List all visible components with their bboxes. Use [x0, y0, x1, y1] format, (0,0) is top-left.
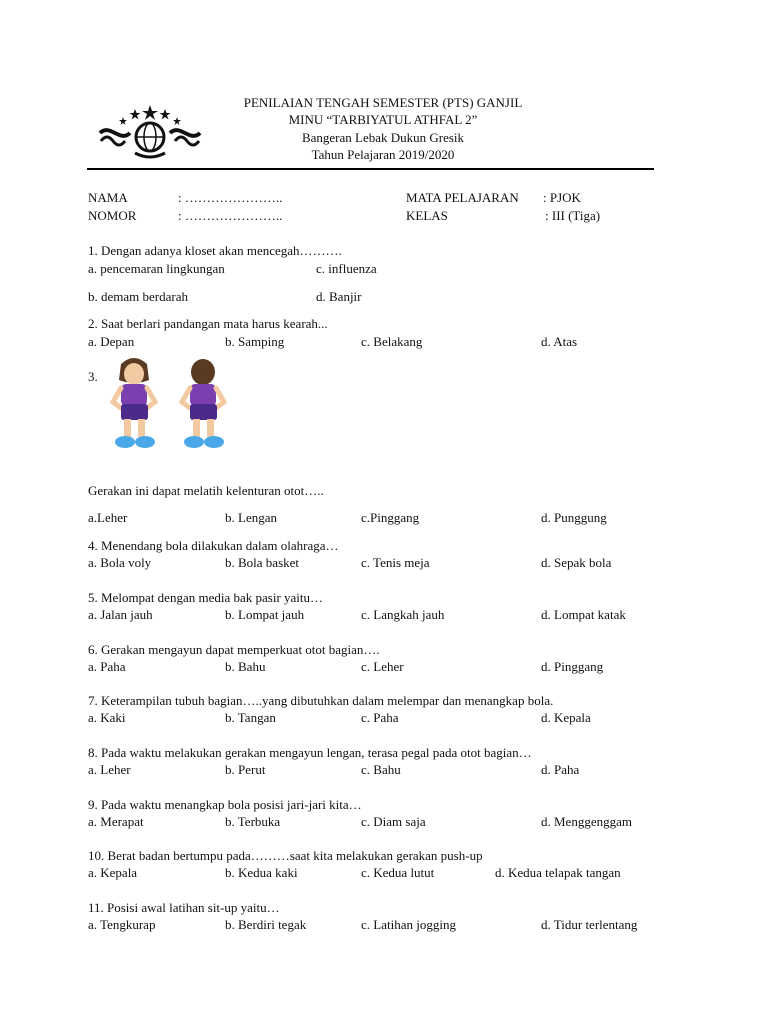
option-5a[interactable]: a. Jalan jauh	[88, 607, 153, 622]
option-6c[interactable]: c. Leher	[361, 659, 404, 674]
question-8: 8. Pada waktu melakukan gerakan mengayun lengan, terasa pegal pada otot bagian…	[88, 745, 532, 760]
option-10c[interactable]: c. Kedua lutut	[361, 865, 435, 880]
question-9: 9. Pada waktu menangkap bola posisi jari-jari kita…	[88, 797, 362, 812]
logo-star	[130, 109, 141, 120]
option-2b[interactable]: b. Samping	[225, 334, 285, 349]
option-6a[interactable]: a. Paha	[88, 659, 126, 674]
option-10a[interactable]: a. Kepala	[88, 865, 138, 880]
question-7: 7. Keterampilan tubuh bagian…..yang dibutuhkan dalam melempar dan menangkap bola.	[88, 693, 554, 708]
school-logo-image	[95, 103, 205, 163]
logo-star	[142, 105, 158, 120]
kelas-label: KELAS	[406, 208, 448, 223]
option-3b[interactable]: b. Lengan	[225, 510, 277, 525]
option-9b[interactable]: b. Terbuka	[225, 814, 281, 829]
question-10: 10. Berat badan bertumpu pada………saat kita melakukan gerakan push-up	[88, 848, 483, 863]
nomor-label: NOMOR	[88, 208, 137, 223]
option-10d[interactable]: d. Kedua telapak tangan	[495, 865, 621, 880]
option-1a[interactable]: a. pencemaran lingkungan	[88, 261, 225, 276]
question-1: 1. Dengan adanya kloset akan mencegah……….	[88, 243, 342, 258]
nama-label: NAMA	[88, 190, 128, 205]
exam-title: PENILAIAN TENGAH SEMESTER (PTS) GANJIL	[243, 95, 523, 110]
option-11a[interactable]: a. Tengkurap	[88, 917, 156, 932]
option-1c[interactable]: c. influenza	[316, 261, 377, 276]
option-8a[interactable]: a. Leher	[88, 762, 131, 777]
header-divider	[87, 168, 654, 170]
logo-star	[173, 117, 181, 125]
option-3a[interactable]: a.Leher	[88, 510, 128, 525]
option-6d[interactable]: d. Pinggang	[541, 659, 604, 674]
option-2d[interactable]: d. Atas	[541, 334, 578, 349]
option-7a[interactable]: a. Kaki	[88, 710, 126, 725]
question-4: 4. Menendang bola dilakukan dalam olahraga…	[88, 538, 339, 553]
option-5d[interactable]: d. Lompat katak	[541, 607, 626, 622]
option-11c[interactable]: c. Latihan jogging	[361, 917, 456, 932]
school-year: Tahun Pelajaran 2019/2020	[311, 147, 455, 162]
option-5b[interactable]: b. Lompat jauh	[225, 607, 305, 622]
option-2c[interactable]: c. Belakang	[361, 334, 423, 349]
option-6b[interactable]: b. Bahu	[225, 659, 266, 674]
question-3: 3.	[88, 369, 98, 384]
option-3c[interactable]: c.Pinggang	[361, 510, 420, 525]
logo-rope	[100, 130, 200, 136]
option-4d[interactable]: d. Sepak bola	[541, 555, 612, 570]
kelas-value: : III (Tiga)	[545, 208, 601, 223]
option-4a[interactable]: a. Bola voly	[88, 555, 152, 570]
option-7d[interactable]: d. Kepala	[541, 710, 591, 725]
question-11: 11. Posisi awal latihan sit-up yaitu…	[88, 900, 280, 915]
option-8d[interactable]: d. Paha	[541, 762, 580, 777]
school-address: Bangeran Lebak Dukun Gresik	[301, 130, 465, 145]
option-7c[interactable]: c. Paha	[361, 710, 399, 725]
logo-star	[119, 117, 127, 125]
child-stretch-front-illustration	[103, 354, 165, 452]
mapel-label: MATA PELAJARAN	[406, 190, 519, 205]
option-7b[interactable]: b. Tangan	[225, 710, 276, 725]
question-3-caption: Gerakan ini dapat melatih kelenturan otot…..	[88, 483, 324, 498]
option-9a[interactable]: a. Merapat	[88, 814, 144, 829]
option-1d[interactable]: d. Banjir	[316, 289, 362, 304]
nomor-field[interactable]: : …………………..	[178, 208, 283, 223]
option-1b[interactable]: b. demam berdarah	[88, 289, 188, 304]
option-9c[interactable]: c. Diam saja	[361, 814, 426, 829]
nama-field[interactable]: : …………………..	[178, 190, 283, 205]
question-2: 2. Saat berlari pandangan mata harus kearah...	[88, 316, 328, 331]
mapel-value: : PJOK	[543, 190, 581, 205]
question-6: 6. Gerakan mengayun dapat memperkuat otot bagian….	[88, 642, 380, 657]
option-11b[interactable]: b. Berdiri tegak	[225, 917, 307, 932]
option-10b[interactable]: b. Kedua kaki	[225, 865, 298, 880]
logo-star	[160, 109, 171, 120]
option-2a[interactable]: a. Depan	[88, 334, 135, 349]
option-8c[interactable]: c. Bahu	[361, 762, 401, 777]
option-4b[interactable]: b. Bola basket	[225, 555, 300, 570]
option-8b[interactable]: b. Perut	[225, 762, 266, 777]
option-9d[interactable]: d. Menggenggam	[541, 814, 632, 829]
school-name: MINU “TARBIYATUL ATHFAL 2”	[288, 112, 478, 127]
option-3d[interactable]: d. Punggung	[541, 510, 607, 525]
question-5: 5. Melompat dengan media bak pasir yaitu…	[88, 590, 324, 605]
child-stretch-back-illustration	[172, 354, 234, 452]
option-4c[interactable]: c. Tenis meja	[361, 555, 430, 570]
option-11d[interactable]: d. Tidur terlentang	[541, 917, 638, 932]
option-5c[interactable]: c. Langkah jauh	[361, 607, 445, 622]
